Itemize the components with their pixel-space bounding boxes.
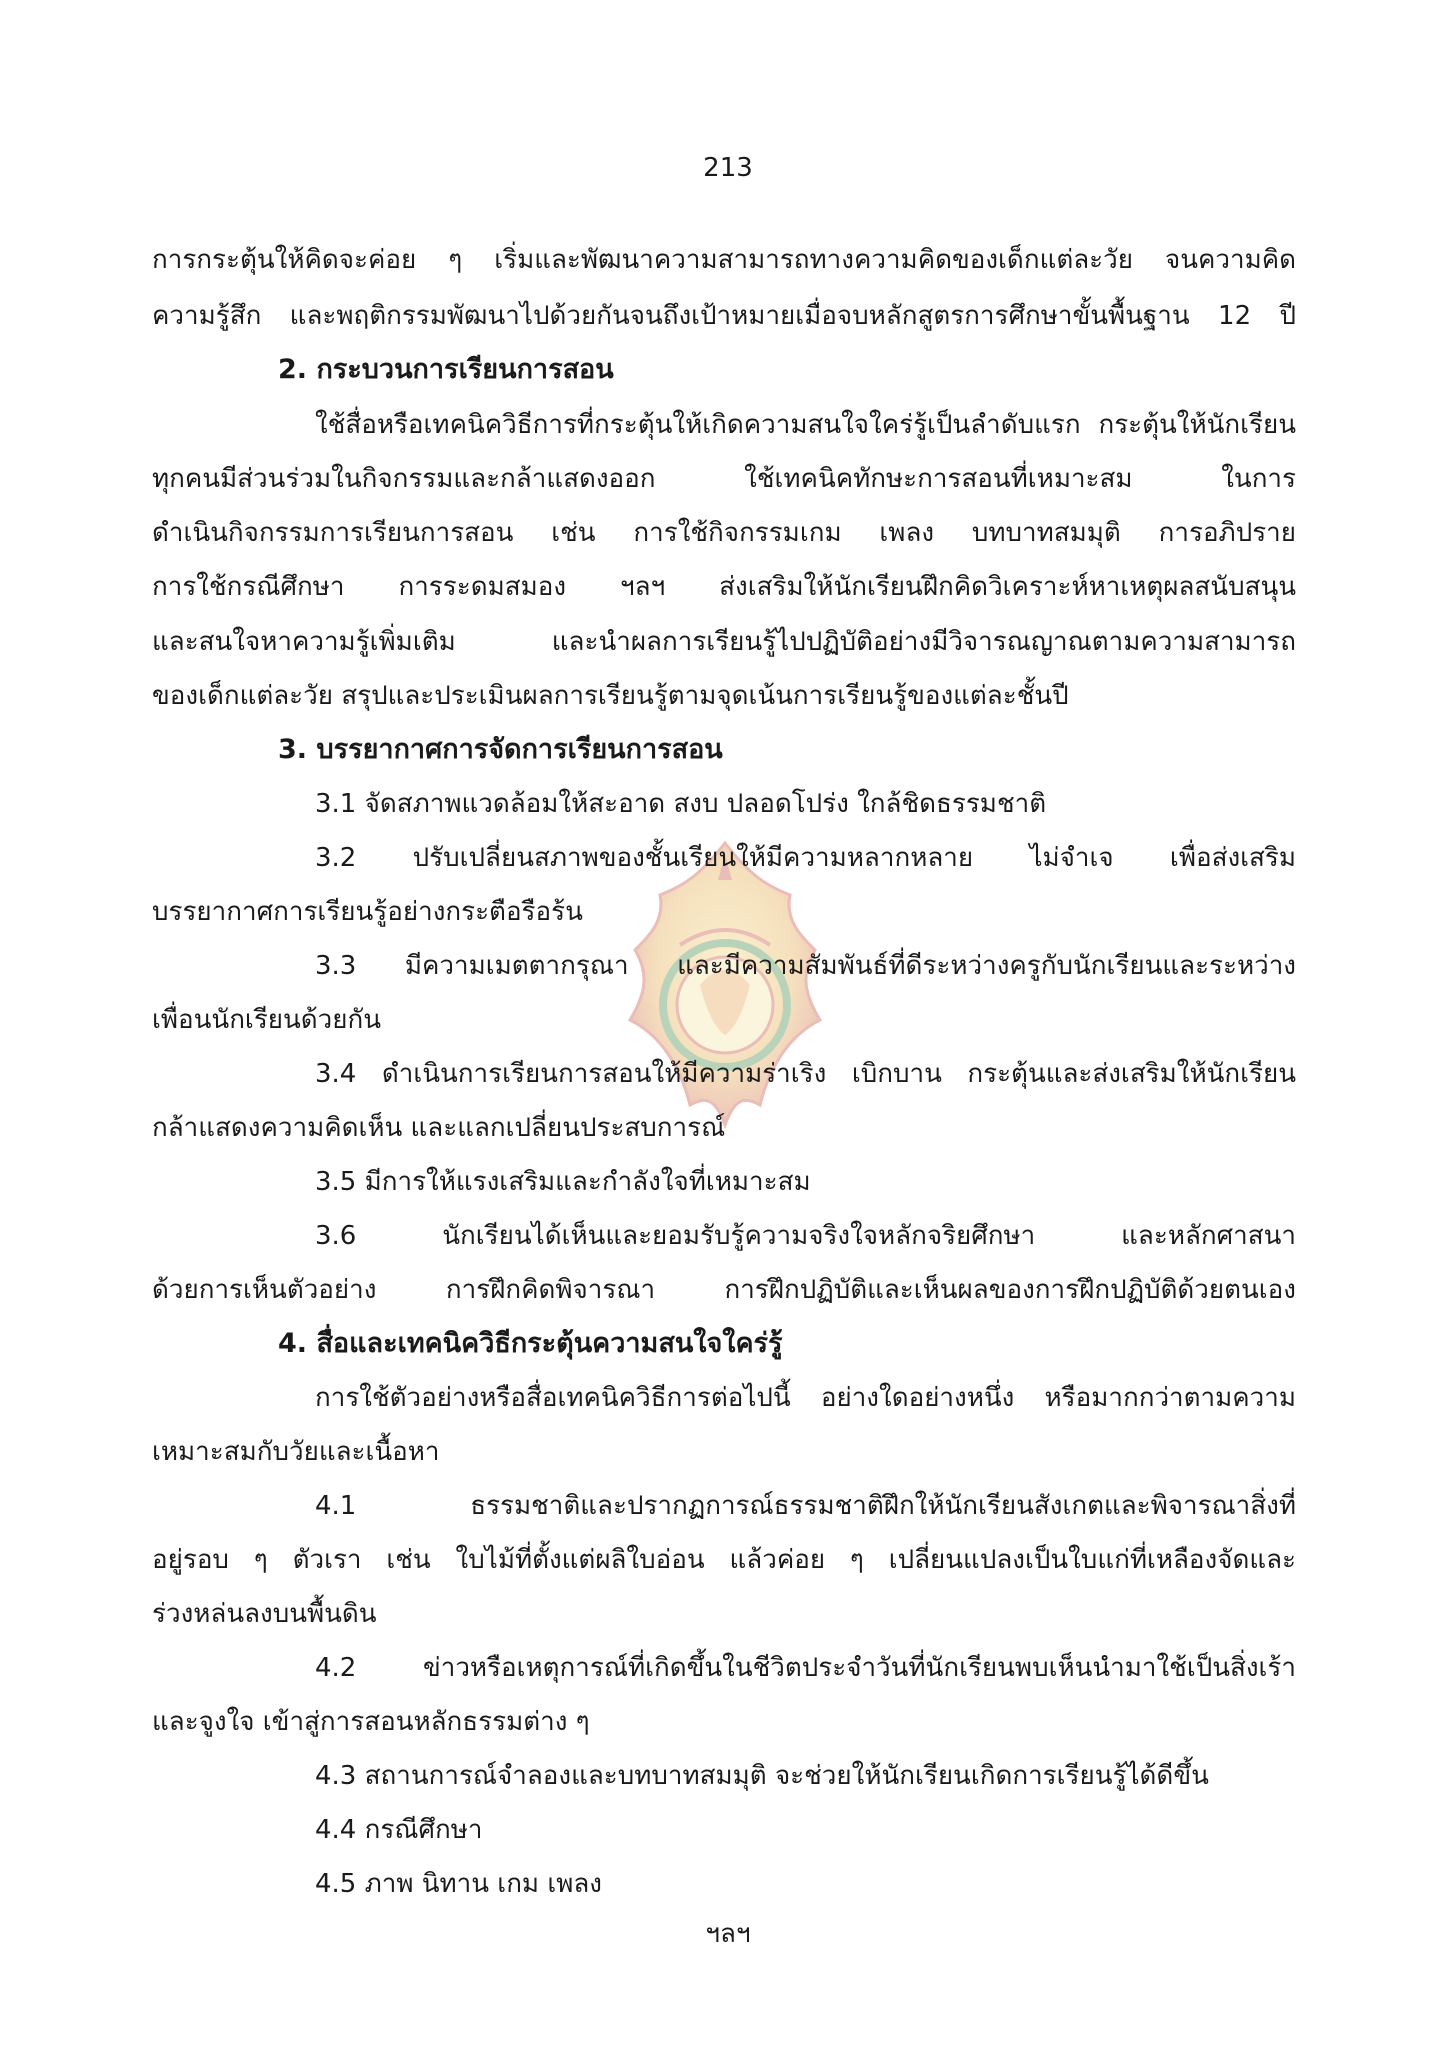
section-2-line-3: ดำเนินกิจกรรมการเรียนการสอน เช่น การใช้กิจกรรมเกม เพลง บทบาทสมมุติ การอภิปราย [152, 518, 1296, 548]
section-3-item-3-line-2: เพื่อนนักเรียนด้วยกัน [152, 1005, 382, 1035]
section-2-line-5: และสนใจหาความรู้เพิ่มเติม และนำผลการเรียนรู้ไปปฏิบัติอย่างมีวิจารณญาณตามความสามารถ [152, 627, 1296, 657]
section-3-item-6-line-2: ด้วยการเห็นตัวอย่าง การฝึกคิดพิจารณา การฝึกปฏิบัติและเห็นผลของการฝึกปฏิบัติด้วยตนเอง [152, 1275, 1296, 1305]
section-4-item-1-line-1: 4.1 ธรรมชาติและปรากฏการณ์ธรรมชาติฝึกให้นักเรียนสังเกตและพิจารณาสิ่งที่ [315, 1491, 1296, 1521]
section-2-line-6: ของเด็กแต่ละวัย สรุปและประเมินผลการเรียนรู้ตามจุดเน้นการเรียนรู้ของแต่ละชั้นปี [152, 681, 1069, 711]
section-2-line-1: ใช้สื่อหรือเทคนิควิธีการที่กระตุ้นให้เกิดความสนใจใคร่รู้เป็นลำดับแรก กระตุ้นให้นักเรียน [315, 410, 1296, 440]
section-3-item-4-line-2: กล้าแสดงความคิดเห็น และแลกเปลี่ยนประสบการณ์ [152, 1113, 726, 1143]
section-4-intro-line-1: การใช้ตัวอย่างหรือสื่อเทคนิควิธีการต่อไปนี้ อย่างใดอย่างหนึ่ง หรือมากกว่าตามความ [315, 1383, 1296, 1413]
section-3-item-2-line-2: บรรยากาศการเรียนรู้อย่างกระตือรือร้น [152, 897, 583, 927]
section-3-item-5: 3.5 มีการให้แรงเสริมและกำลังใจที่เหมาะสม [315, 1167, 811, 1197]
section-3-item-6-line-1: 3.6 นักเรียนได้เห็นและยอมรับรู้ความจริงใจหลักจริยศึกษา และหลักศาสนา [315, 1221, 1296, 1251]
section-3-item-4-line-1: 3.4 ดำเนินการเรียนการสอนให้มีความร่าเริง เบิกบาน กระตุ้นและส่งเสริมให้นักเรียน [315, 1059, 1296, 1089]
footer-etc: ฯลฯ [705, 1919, 751, 1949]
page-number: 213 [703, 153, 753, 183]
section-4-item-2-line-1: 4.2 ข่าวหรือเหตุการณ์ที่เกิดขึ้นในชีวิตประจำวันที่นักเรียนพบเห็นนำมาใช้เป็นสิ่งเร้า [315, 1653, 1296, 1683]
section-3-item-1: 3.1 จัดสภาพแวดล้อมให้สะอาด สงบ ปลอดโปร่ง ใกล้ชิดธรรมชาติ [315, 789, 1047, 819]
section-4-item-4: 4.4 กรณีศึกษา [315, 1815, 483, 1845]
section-4-item-5: 4.5 ภาพ นิทาน เกม เพลง [315, 1869, 602, 1899]
section-4-intro-line-2: เหมาะสมกับวัยและเนื้อหา [152, 1437, 440, 1467]
section-4-heading: 4. สื่อและเทคนิควิธีกระตุ้นความสนใจใคร่รู้ [278, 1328, 783, 1359]
section-3-heading: 3. บรรยากาศการจัดการเรียนการสอน [278, 734, 723, 765]
section-3-item-3-line-1: 3.3 มีความเมตตากรุณา และมีความสัมพันธ์ที่ดีระหว่างครูกับนักเรียนและระหว่าง [315, 951, 1296, 981]
section-3-item-2-line-1: 3.2 ปรับเปลี่ยนสภาพของชั้นเรียนให้มีความหลากหลาย ไม่จำเจ เพื่อส่งเสริม [315, 843, 1296, 873]
section-4-item-1-line-2: อยู่รอบ ๆ ตัวเรา เช่น ใบไม้ที่ตั้งแต่ผลิใบอ่อน แล้วค่อย ๆ เปลี่ยนแปลงเป็นใบแก่ที่เหลืองจัดและ [152, 1545, 1296, 1575]
intro-line-1: การกระตุ้นให้คิดจะค่อย ๆ เริ่มและพัฒนาความสามารถทางความคิดของเด็กแต่ละวัย จนความคิด [152, 245, 1296, 275]
section-4-item-2-line-2: และจูงใจ เข้าสู่การสอนหลักธรรมต่าง ๆ [152, 1707, 590, 1737]
section-2-line-2: ทุกคนมีส่วนร่วมในกิจกรรมและกล้าแสดงออก ใช้เทคนิคทักษะการสอนที่เหมาะสม ในการ [152, 464, 1296, 494]
section-4-item-1-line-3: ร่วงหล่นลงบนพื้นดิน [152, 1599, 377, 1629]
section-2-line-4: การใช้กรณีศึกษา การระดมสมอง ฯลฯ ส่งเสริมให้นักเรียนฝึกคิดวิเคราะห์หาเหตุผลสนับสนุน [152, 572, 1296, 602]
intro-line-2: ความรู้สึก และพฤติกรรมพัฒนาไปด้วยกันจนถึงเป้าหมายเมื่อจบหลักสูตรการศึกษาขั้นพื้นฐาน 12 ปี [152, 301, 1296, 331]
section-2-heading: 2. กระบวนการเรียนการสอน [278, 354, 614, 385]
section-4-item-3: 4.3 สถานการณ์จำลองและบทบาทสมมุติ จะช่วยให้นักเรียนเกิดการเรียนรู้ได้ดีขึ้น [315, 1761, 1209, 1791]
